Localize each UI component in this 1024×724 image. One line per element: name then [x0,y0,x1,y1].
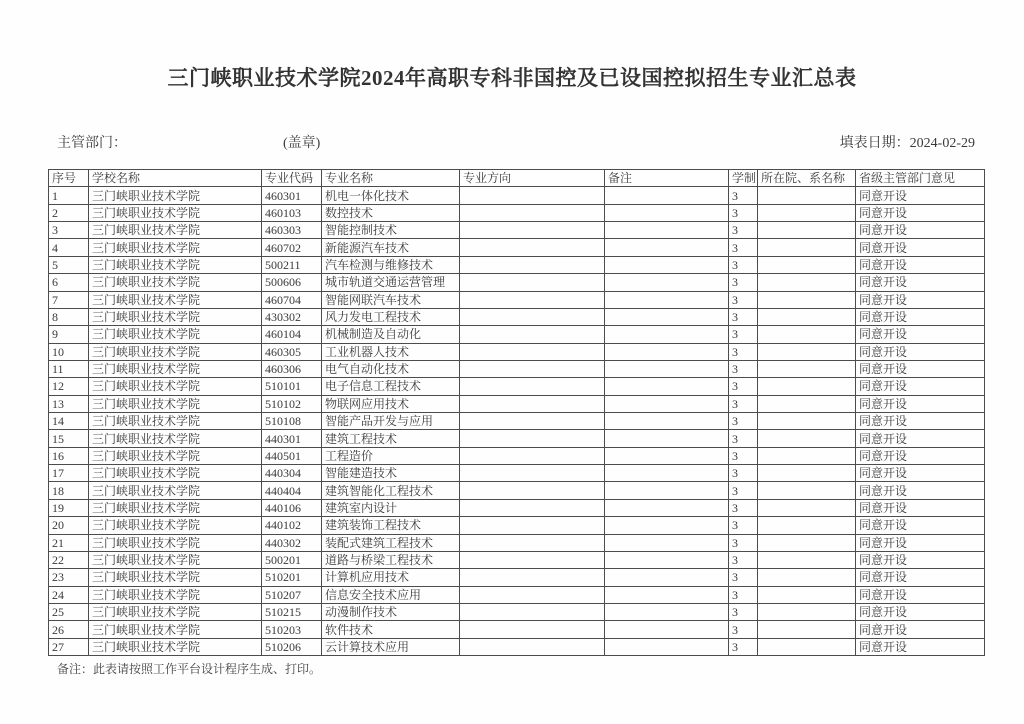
cell-years: 3 [729,256,758,273]
table-row [49,395,985,412]
cell-note [605,204,729,221]
cell-major: 物联网应用技术 [322,395,460,412]
table-row [49,499,985,516]
cell-department [758,586,856,603]
cell-opinion: 同意开设 [856,482,985,499]
cell-direction [460,222,605,239]
cell-code: 510201 [262,569,322,586]
cell-note [605,551,729,568]
cell-years: 3 [729,360,758,377]
cell-opinion: 同意开设 [856,204,985,221]
cell-no: 13 [49,395,89,412]
cell-major: 计算机应用技术 [322,569,460,586]
cell-note [605,534,729,551]
cell-major: 新能源汽车技术 [322,239,460,256]
cell-years: 3 [729,569,758,586]
column-header: 专业方向 [460,170,605,187]
cell-department [758,465,856,482]
table-row [49,569,985,586]
cell-major: 电子信息工程技术 [322,378,460,395]
cell-direction [460,360,605,377]
table-row [49,222,985,239]
cell-code: 460301 [262,187,322,204]
cell-department [758,482,856,499]
cell-note [605,395,729,412]
cell-school: 三门峡职业技术学院 [89,638,262,655]
cell-note [605,326,729,343]
cell-note [605,291,729,308]
cell-years: 3 [729,187,758,204]
majors-table [48,169,985,656]
cell-years: 3 [729,586,758,603]
cell-note [605,413,729,430]
cell-no: 2 [49,204,89,221]
cell-note [605,343,729,360]
cell-years: 3 [729,378,758,395]
cell-department [758,239,856,256]
cell-major: 电气自动化技术 [322,360,460,377]
cell-direction [460,551,605,568]
cell-school: 三门峡职业技术学院 [89,256,262,273]
cell-code: 510203 [262,621,322,638]
cell-no: 12 [49,378,89,395]
cell-school: 三门峡职业技术学院 [89,395,262,412]
cell-direction [460,499,605,516]
fill-date: 填表日期：2024-02-29 [839,136,975,151]
cell-school: 三门峡职业技术学院 [89,430,262,447]
cell-school: 三门峡职业技术学院 [89,447,262,464]
cell-department [758,204,856,221]
cell-school: 三门峡职业技术学院 [89,621,262,638]
cell-opinion: 同意开设 [856,360,985,377]
table-row [49,603,985,620]
cell-code: 460103 [262,204,322,221]
cell-years: 3 [729,603,758,620]
cell-no: 9 [49,326,89,343]
cell-department [758,447,856,464]
cell-no: 1 [49,187,89,204]
cell-department [758,569,856,586]
table-row [49,447,985,464]
cell-note [605,465,729,482]
cell-school: 三门峡职业技术学院 [89,360,262,377]
cell-opinion: 同意开设 [856,222,985,239]
cell-code: 440501 [262,447,322,464]
cell-years: 3 [729,239,758,256]
cell-no: 18 [49,482,89,499]
cell-direction [460,204,605,221]
cell-direction [460,517,605,534]
cell-code: 510215 [262,603,322,620]
cell-code: 510101 [262,378,322,395]
cell-code: 460306 [262,360,322,377]
table-row [49,465,985,482]
cell-department [758,499,856,516]
dept-label: 主管部门： [57,136,127,151]
cell-note [605,517,729,534]
cell-major: 信息安全技术应用 [322,586,460,603]
cell-no: 19 [49,499,89,516]
cell-code: 440404 [262,482,322,499]
cell-code: 440302 [262,534,322,551]
cell-code: 500606 [262,274,322,291]
cell-department [758,603,856,620]
table-row [49,274,985,291]
cell-no: 27 [49,638,89,655]
cell-code: 440102 [262,517,322,534]
cell-school: 三门峡职业技术学院 [89,308,262,325]
cell-major: 机械制造及自动化 [322,326,460,343]
cell-code: 510207 [262,586,322,603]
cell-school: 三门峡职业技术学院 [89,551,262,568]
cell-school: 三门峡职业技术学院 [89,603,262,620]
cell-direction [460,447,605,464]
cell-years: 3 [729,517,758,534]
cell-school: 三门峡职业技术学院 [89,499,262,516]
cell-years: 3 [729,447,758,464]
cell-years: 3 [729,308,758,325]
table-row [49,534,985,551]
cell-opinion: 同意开设 [856,638,985,655]
cell-years: 3 [729,430,758,447]
cell-department [758,222,856,239]
cell-direction [460,638,605,655]
cell-direction [460,603,605,620]
cell-department [758,621,856,638]
cell-school: 三门峡职业技术学院 [89,326,262,343]
cell-direction [460,187,605,204]
cell-opinion: 同意开设 [856,239,985,256]
cell-opinion: 同意开设 [856,517,985,534]
cell-no: 17 [49,465,89,482]
cell-opinion: 同意开设 [856,447,985,464]
cell-no: 21 [49,534,89,551]
cell-note [605,222,729,239]
cell-major: 智能产品开发与应用 [322,413,460,430]
cell-direction [460,534,605,551]
cell-opinion: 同意开设 [856,187,985,204]
table-row [49,551,985,568]
cell-opinion: 同意开设 [856,326,985,343]
cell-department [758,551,856,568]
cell-direction [460,465,605,482]
cell-opinion: 同意开设 [856,343,985,360]
cell-years: 3 [729,204,758,221]
cell-department [758,395,856,412]
table-row [49,638,985,655]
cell-code: 440301 [262,430,322,447]
cell-major: 智能建造技术 [322,465,460,482]
cell-department [758,274,856,291]
cell-code: 460305 [262,343,322,360]
cell-direction [460,430,605,447]
cell-no: 23 [49,569,89,586]
cell-opinion: 同意开设 [856,465,985,482]
cell-opinion: 同意开设 [856,395,985,412]
cell-major: 城市轨道交通运营管理 [322,274,460,291]
column-header: 备注 [605,170,729,187]
cell-school: 三门峡职业技术学院 [89,465,262,482]
cell-no: 8 [49,308,89,325]
cell-school: 三门峡职业技术学院 [89,274,262,291]
cell-no: 7 [49,291,89,308]
cell-note [605,499,729,516]
cell-years: 3 [729,222,758,239]
cell-years: 3 [729,465,758,482]
cell-years: 3 [729,482,758,499]
column-header: 专业名称 [322,170,460,187]
cell-code: 430302 [262,308,322,325]
cell-code: 460303 [262,222,322,239]
cell-school: 三门峡职业技术学院 [89,204,262,221]
cell-code: 510102 [262,395,322,412]
column-header: 省级主管部门意见 [856,170,985,187]
cell-no: 10 [49,343,89,360]
table-row [49,256,985,273]
cell-no: 16 [49,447,89,464]
table-body [49,187,985,656]
cell-code: 460104 [262,326,322,343]
info-line [0,132,1024,150]
table-row [49,360,985,377]
table-row [49,378,985,395]
cell-direction [460,274,605,291]
table-row [49,586,985,603]
cell-no: 14 [49,413,89,430]
cell-opinion: 同意开设 [856,291,985,308]
cell-direction [460,239,605,256]
cell-department [758,256,856,273]
cell-code: 510206 [262,638,322,655]
cell-note [605,360,729,377]
cell-direction [460,343,605,360]
cell-department [758,413,856,430]
cell-major: 建筑工程技术 [322,430,460,447]
cell-opinion: 同意开设 [856,551,985,568]
table-row [49,187,985,204]
cell-years: 3 [729,395,758,412]
cell-no: 26 [49,621,89,638]
cell-major: 风力发电工程技术 [322,308,460,325]
cell-note [605,447,729,464]
cell-note [605,308,729,325]
cell-direction [460,569,605,586]
cell-department [758,517,856,534]
cell-major: 汽车检测与维修技术 [322,256,460,273]
cell-school: 三门峡职业技术学院 [89,586,262,603]
cell-department [758,308,856,325]
table-row [49,621,985,638]
cell-note [605,430,729,447]
cell-direction [460,413,605,430]
cell-direction [460,256,605,273]
cell-direction [460,586,605,603]
cell-no: 6 [49,274,89,291]
cell-no: 22 [49,551,89,568]
table-row [49,517,985,534]
cell-department [758,430,856,447]
seal-label: (盖章) [283,136,321,151]
cell-opinion: 同意开设 [856,413,985,430]
table-row [49,413,985,430]
table-header-row [49,170,985,187]
table-row [49,430,985,447]
table-row [49,308,985,325]
cell-no: 24 [49,586,89,603]
cell-school: 三门峡职业技术学院 [89,517,262,534]
cell-code: 500201 [262,551,322,568]
cell-opinion: 同意开设 [856,274,985,291]
column-header: 所在院、系名称 [758,170,856,187]
cell-opinion: 同意开设 [856,603,985,620]
cell-code: 460702 [262,239,322,256]
table-row [49,482,985,499]
cell-school: 三门峡职业技术学院 [89,534,262,551]
cell-direction [460,621,605,638]
cell-major: 智能网联汽车技术 [322,291,460,308]
cell-major: 数控技术 [322,204,460,221]
cell-years: 3 [729,638,758,655]
cell-school: 三门峡职业技术学院 [89,291,262,308]
cell-no: 25 [49,603,89,620]
cell-school: 三门峡职业技术学院 [89,378,262,395]
cell-opinion: 同意开设 [856,499,985,516]
cell-no: 15 [49,430,89,447]
cell-no: 4 [49,239,89,256]
cell-opinion: 同意开设 [856,621,985,638]
cell-opinion: 同意开设 [856,430,985,447]
cell-note [605,569,729,586]
cell-note [605,256,729,273]
cell-years: 3 [729,499,758,516]
cell-department [758,291,856,308]
cell-department [758,326,856,343]
cell-school: 三门峡职业技术学院 [89,222,262,239]
cell-note [605,621,729,638]
cell-major: 动漫制作技术 [322,603,460,620]
cell-years: 3 [729,413,758,430]
table-row [49,291,985,308]
cell-opinion: 同意开设 [856,569,985,586]
cell-opinion: 同意开设 [856,586,985,603]
cell-years: 3 [729,291,758,308]
column-header: 学制 [729,170,758,187]
cell-school: 三门峡职业技术学院 [89,482,262,499]
cell-years: 3 [729,534,758,551]
cell-note [605,603,729,620]
cell-code: 460704 [262,291,322,308]
cell-direction [460,482,605,499]
cell-direction [460,378,605,395]
table-row [49,343,985,360]
table-row [49,239,985,256]
cell-opinion: 同意开设 [856,308,985,325]
cell-major: 云计算技术应用 [322,638,460,655]
cell-opinion: 同意开设 [856,378,985,395]
cell-major: 建筑室内设计 [322,499,460,516]
column-header: 学校名称 [89,170,262,187]
cell-major: 建筑智能化工程技术 [322,482,460,499]
cell-note [605,187,729,204]
cell-department [758,343,856,360]
cell-note [605,586,729,603]
cell-school: 三门峡职业技术学院 [89,239,262,256]
cell-code: 440106 [262,499,322,516]
cell-no: 5 [49,256,89,273]
table-row [49,204,985,221]
cell-direction [460,308,605,325]
cell-opinion: 同意开设 [856,256,985,273]
cell-note [605,274,729,291]
cell-note [605,638,729,655]
cell-major: 机电一体化技术 [322,187,460,204]
cell-department [758,187,856,204]
cell-years: 3 [729,274,758,291]
cell-direction [460,326,605,343]
cell-years: 3 [729,343,758,360]
cell-code: 500211 [262,256,322,273]
cell-no: 11 [49,360,89,377]
cell-years: 3 [729,621,758,638]
cell-department [758,360,856,377]
cell-note [605,239,729,256]
column-header: 序号 [49,170,89,187]
cell-school: 三门峡职业技术学院 [89,343,262,360]
cell-years: 3 [729,551,758,568]
cell-school: 三门峡职业技术学院 [89,187,262,204]
cell-note [605,482,729,499]
cell-code: 510108 [262,413,322,430]
page-title: 三门峡职业技术学院2024年高职专科非国控及已设国控拟招生专业汇总表 [167,66,857,90]
cell-school: 三门峡职业技术学院 [89,413,262,430]
cell-major: 工程造价 [322,447,460,464]
cell-direction [460,291,605,308]
cell-major: 建筑装饰工程技术 [322,517,460,534]
cell-major: 道路与桥梁工程技术 [322,551,460,568]
cell-major: 软件技术 [322,621,460,638]
footer-note: 备注：此表请按照工作平台设计程序生成、打印。 [57,662,322,676]
cell-department [758,638,856,655]
cell-no: 20 [49,517,89,534]
cell-note [605,378,729,395]
cell-major: 智能控制技术 [322,222,460,239]
cell-school: 三门峡职业技术学院 [89,569,262,586]
cell-direction [460,395,605,412]
cell-major: 装配式建筑工程技术 [322,534,460,551]
cell-no: 3 [49,222,89,239]
cell-opinion: 同意开设 [856,534,985,551]
cell-code: 440304 [262,465,322,482]
cell-major: 工业机器人技术 [322,343,460,360]
cell-years: 3 [729,326,758,343]
table-row [49,326,985,343]
cell-department [758,378,856,395]
cell-department [758,534,856,551]
column-header: 专业代码 [262,170,322,187]
